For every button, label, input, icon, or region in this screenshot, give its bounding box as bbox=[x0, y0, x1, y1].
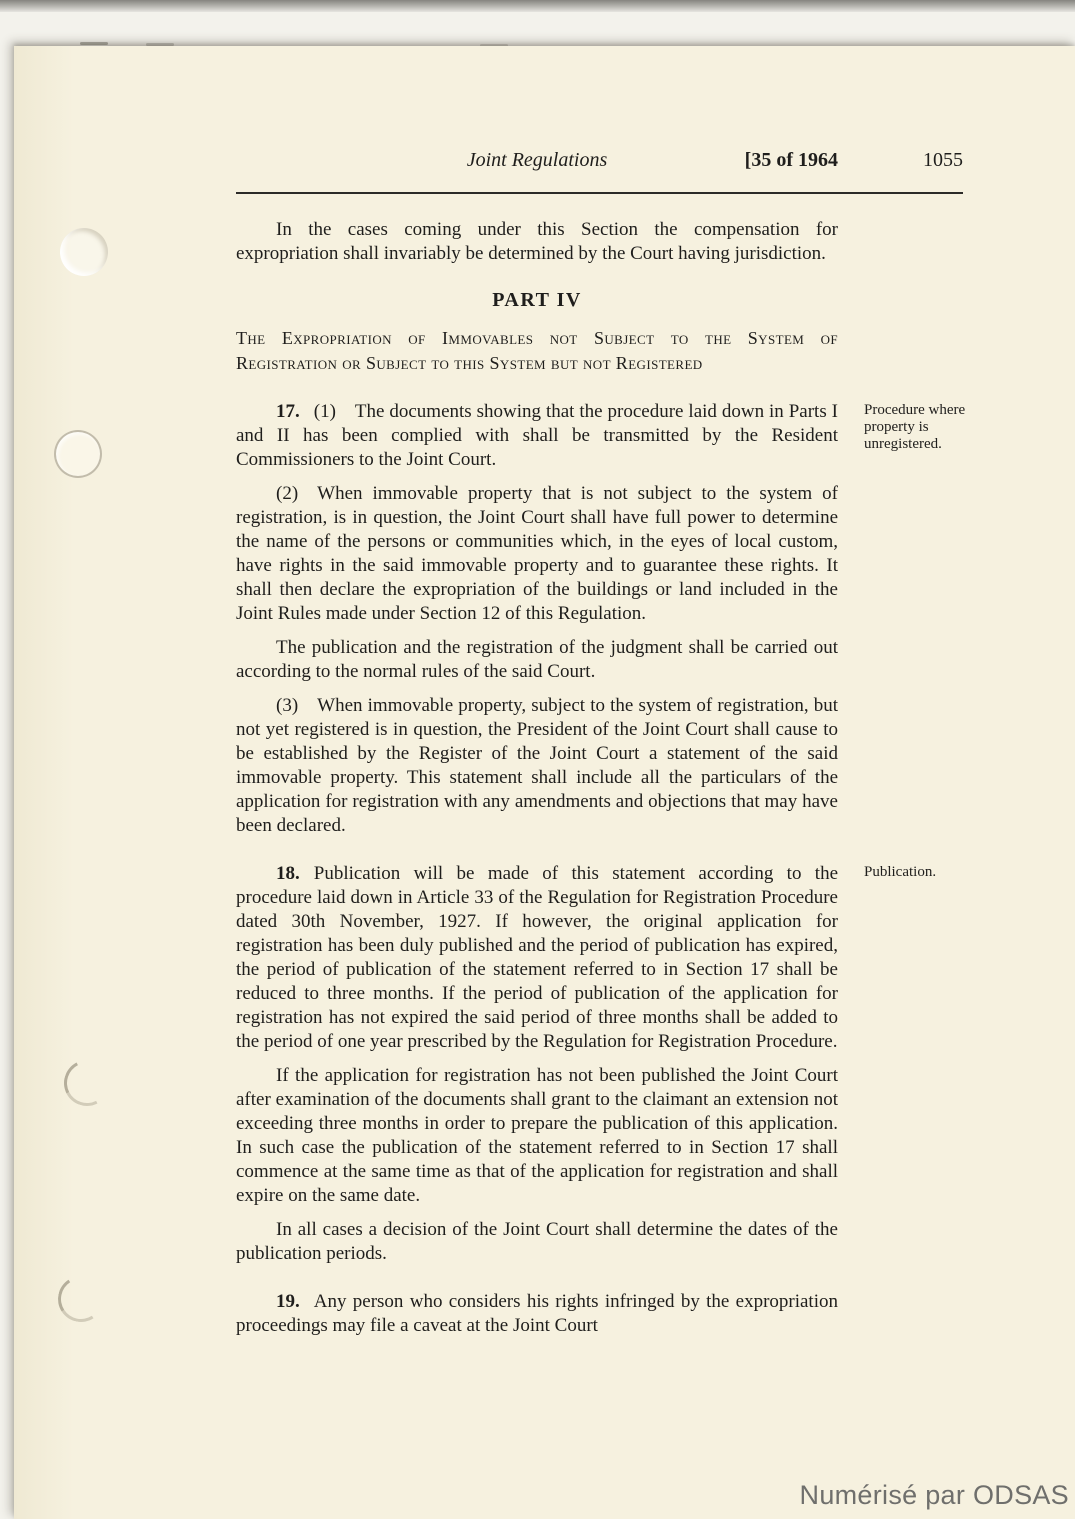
punch-hole-2-icon bbox=[54, 430, 102, 478]
section-18-paragraph-2: If the application for registration has not been published the Joint Court after examination of the documents shall grant to the claimant an extension not exceeding three months in order to prepare the publication of this application. In such case the publication of the statement referred to in Section 17 shall commence at the same time as that of the application for registration and shall expire on the same date. bbox=[236, 1065, 838, 1206]
section-19-paragraph-1 bbox=[236, 1290, 838, 1338]
header-rule bbox=[236, 192, 963, 194]
section-17-clause-1-text: (1) The documents showing that the procedure laid down in Parts I and II has been complied with shall be transmitted by the Resident Commissioners to the Joint Court. bbox=[236, 401, 838, 470]
page-content bbox=[236, 148, 966, 1338]
section-17-clause-1 bbox=[236, 400, 838, 472]
section-18-paragraph-1-text: Publication will be made of this statement according to the procedure laid down in Article 33 of the Regulation for Registration Procedure dated 30th November, 1927. If however, the original application for registration has been duly published and the period of publication has expired, the period of publication of the statement referred to in Section 17 shall be reduced to three months. If the period of publication of the application for registration has not expired the said period of three months shall be added to the period of one year prescribed by the Regulation for Registration Procedure. bbox=[236, 863, 838, 1052]
part-subheading: The Expropriation of Immovables not Subject to the System of Registration or Subject to this System but not Registered bbox=[236, 328, 838, 373]
section-18-opening-block bbox=[236, 862, 937, 1054]
section-18-paragraph-3: In all cases a decision of the Joint Court shall determine the dates of the publication periods. bbox=[236, 1219, 838, 1264]
section-19-number: 19. bbox=[276, 1291, 300, 1312]
section-17-clause-2: (2) When immovable property that is not subject to the system of registration, is in question, the Joint Court shall have full power to determine the name of the persons or communities which, in the eyes of local custom, have rights in the said immovable property and to guarantee these rights. It shall then declare the expropriation of the buildings or land included in the Joint Rules made under Section 12 of this Regulation. bbox=[236, 483, 838, 624]
section-17-publication-paragraph: The publication and the registration of the judgment shall be carried out according to the normal rules of the said Court. bbox=[236, 637, 838, 682]
section-18-paragraph-1 bbox=[236, 862, 838, 1054]
odsas-watermark: Numérisé par ODSAS bbox=[799, 1480, 1069, 1510]
part-heading: PART IV bbox=[492, 289, 582, 311]
section-18-number: 18. bbox=[276, 863, 300, 884]
page-header bbox=[236, 148, 963, 174]
section-17-clause-3: (3) When immovable property, subject to the system of registration, but not yet registered is in question, the President of the Joint Court shall cause to be established by the Register of the Joint Court a statement of the said immovable property. This statement shall include all the particulars of the application for registration with any amendments and objections that may have been declared. bbox=[236, 695, 838, 836]
section-19-paragraph-1-text: Any person who considers his rights infringed by the expropriation proceedings may file a caveat at the Joint Court bbox=[236, 1291, 838, 1336]
paper-sheet bbox=[14, 46, 1075, 1519]
section-17-number: 17. bbox=[276, 401, 300, 422]
intro-paragraph: In the cases coming under this Section the compensation for expropriation shall invariably be determined by the Court having jurisdiction. bbox=[236, 219, 838, 264]
scan-top-edge bbox=[0, 0, 1075, 12]
section-19-opening-block bbox=[236, 1290, 838, 1338]
citation-label: [35 of 1964 bbox=[744, 149, 838, 171]
punch-hole-1-icon bbox=[60, 228, 108, 276]
running-title: Joint Regulations bbox=[466, 149, 608, 171]
scan-artifact-dashes bbox=[80, 42, 108, 45]
page-number: 1055 bbox=[923, 149, 963, 171]
margin-note-publication: Publication. bbox=[864, 864, 937, 880]
section-17-opening-block bbox=[236, 400, 966, 472]
margin-note-procedure-unregistered: Procedure where property is unregistered. bbox=[864, 402, 966, 452]
